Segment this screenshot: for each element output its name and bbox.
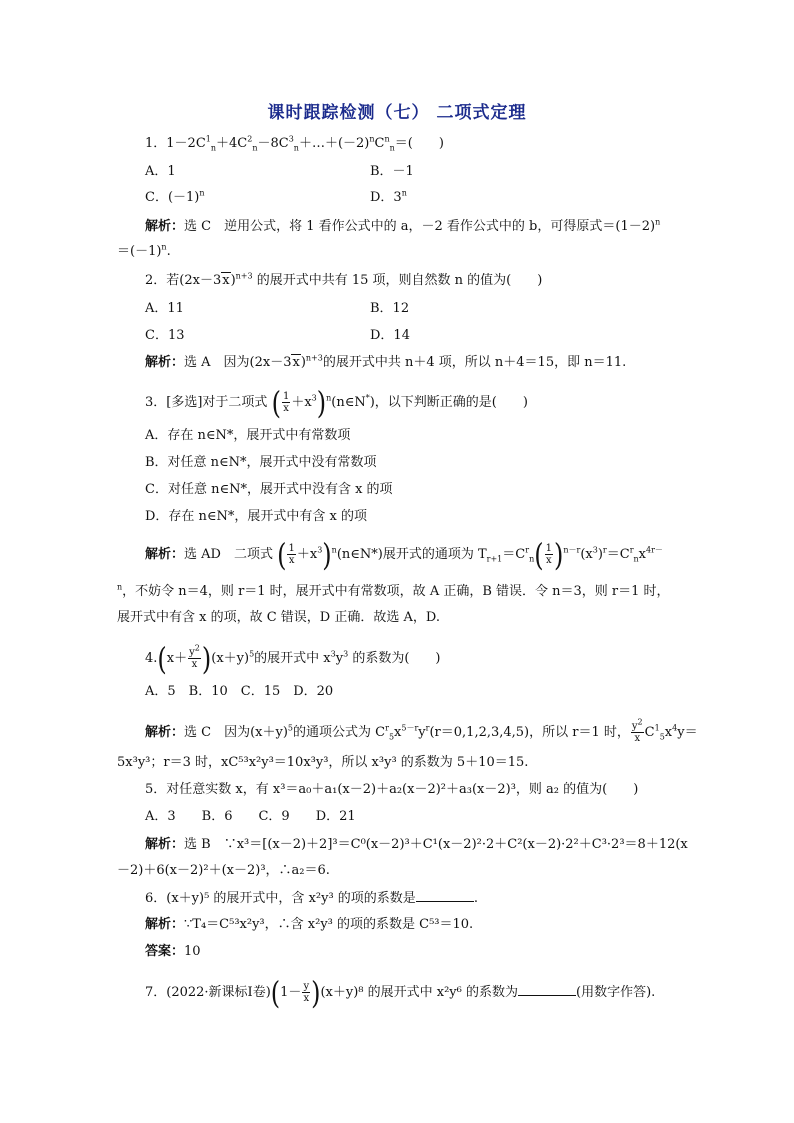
q5-solution-line1: 解析：选 B ∵x³＝[(x－2)＋2]³＝C⁰(x－2)³＋C¹(x－2)²·2＋C²(x－2)·2²＋C³·2³＝8＋12(x — [145, 837, 688, 852]
q7-answer-blank[interactable] — [518, 983, 576, 996]
q3-solution-line1: 解析：选 AD 二项式 ( $\frac{1}{x}$ $+x^3)^n(n\in N*)$展开式的通项为 $T_{r+1}=C^r_n$( $\frac{1}{x}$ )$^{n-r}(x^3)^r=C^r_nx^{4r-}$ — [145, 536, 663, 573]
q1-option-a: A．1 — [145, 164, 176, 179]
q3-solution-line3: 展开式中有含 x 的项，故 C 错误，D 正确．故选 A，D. — [117, 610, 440, 625]
q5-options: A．3 B．6 C．9 D．21 — [145, 809, 356, 824]
q5-stem: 5．对任意实数 x，有 x³＝a₀＋a₁(x－2)＋a₂(x－2)²＋a₃(x－2)³，则 a₂ 的值为( ) — [145, 782, 639, 797]
q7-stem: 7．(2022·新课标Ⅰ卷)(1－ $\frac{y}{x}$ )(x＋y)⁸ 的展开式中 x²y⁶ 的系数为 (用数字作答). — [145, 974, 656, 1011]
q2-option-b: B．12 — [370, 301, 410, 316]
q4-solution-line1: 解析：选 C 因为$(x+y)^5$的通项公式为 $C^r_5x^{5-r}y^r(r=0,1,2,3,4,5)$，所以 r＝1 时， $\frac{y^2}{x}$ $C^1_5x^4y=$ — [145, 717, 698, 744]
q3-stem: 3．[多选]对于二项式 ( $\frac{1}{x}$ $+x^3)^n(n\in N^*)$，以下判断正确的是( ) — [145, 384, 528, 421]
q1-option-b: B．－1 — [370, 164, 414, 179]
q1-solution-line2: $=(-1)^n$. — [117, 242, 171, 259]
q3-option-b: B．对任意 n∈N*，展开式中没有常数项 — [145, 455, 377, 470]
q1-solution-line1: 解析：选 C 逆用公式，将 1 看作公式中的 a，－2 看作公式中的 b，可得原式$=(1-2)^n$ — [145, 217, 661, 234]
q4-options: A．5 B．10 C．15 D．20 — [145, 684, 334, 699]
q6-answer: 答案：10 — [145, 944, 201, 959]
page-title: 课时跟踪检测（七） 二项式定理 — [267, 103, 527, 123]
q6-answer-blank[interactable] — [416, 889, 474, 902]
q2-option-a: A．11 — [145, 301, 184, 316]
q2-option-d: D．14 — [370, 328, 410, 343]
q3-solution-line2: $^n$，不妨令 n＝4，则 r＝1 时，展开式中有常数项，故 A 正确，B 错误．令 n＝3，则 r＝1 时， — [117, 582, 670, 599]
q3-option-d: D．存在 n∈N*，展开式中有含 x 的项 — [145, 509, 368, 524]
q1-option-c: C．$(-1)^n$ — [145, 188, 205, 205]
q1-option-d: D．3$^n$ — [370, 188, 407, 205]
q4-solution-line2: 5x³y³；r＝3 时，xC⁵³x²y³＝10x³y³，所以 x³y³ 的系数为 5＋10＝15. — [117, 755, 529, 770]
q4-stem: 4.(x＋ $\frac{y^2}{x}$ )$(x+y)^5$的展开式中 $x^3y^3$ 的系数为( ) — [145, 640, 441, 677]
q6-solution: 解析：∵T₄＝C⁵³x²y³，∴含 x²y³ 的项的系数是 C⁵³＝10. — [145, 917, 474, 932]
q2-stem: 2．若$(2x-3x)^{n+3}$ 的展开式中共有 15 项，则自然数 n 的值为( ) — [145, 271, 543, 288]
q2-solution: 解析：选 A 因为$(2x-3x)^{n+3}$的展开式中共 n＋4 项，所以 n＋4＝15，即 n＝11. — [145, 353, 627, 370]
q3-option-c: C．对任意 n∈N*，展开式中没有含 x 的项 — [145, 482, 393, 497]
q2-option-c: C．13 — [145, 328, 185, 343]
q6-stem: 6．(x＋y)⁵ 的展开式中，含 x²y³ 的项的系数是 . — [145, 891, 478, 906]
q5-solution-line2: －2)＋6(x－2)²＋(x－2)³，∴a₂＝6. — [117, 863, 330, 878]
q1-stem: 1．$1-2C^1_n+4C^2_n-8C^3_n+\dots+(-2)^nC^n_n=$( ) — [145, 134, 444, 153]
q3-option-a: A．存在 n∈N*，展开式中有常数项 — [145, 428, 351, 443]
